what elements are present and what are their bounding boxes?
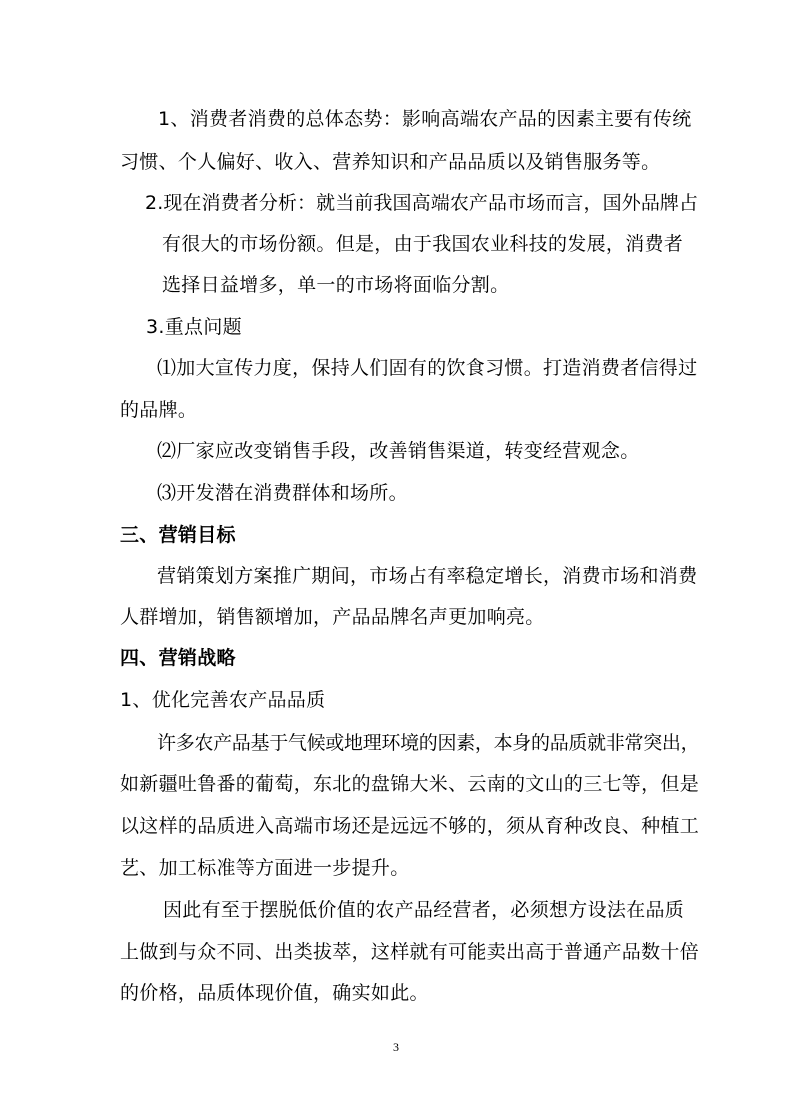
text-line: 上做到与众不同、出类拔萃，这样就有可能卖出高于普通产品数十倍: [120, 941, 700, 963]
text-line: 1、消费者消费的总体态势：影响高端农产品的因素主要有传统: [158, 108, 692, 130]
text-line: 因此有至于摆脱低价值的农产品经营者，必须想方设法在品质: [163, 899, 685, 921]
text-line: 有很大的市场份额。但是，由于我国农业科技的发展，消费者: [162, 233, 684, 255]
text-line: 的品牌。: [120, 399, 198, 421]
text-line: ⑵厂家应改变销售手段，改善销售渠道，转变经营观念。: [157, 440, 640, 462]
text-line: 1、优化完善农产品品质: [120, 689, 326, 711]
text-line: 2.现在消费者分析：就当前我国高端农产品市场而言，国外品牌占: [145, 192, 699, 214]
text-line: 人群增加，销售额增加，产品品牌名声更加响亮。: [120, 606, 545, 628]
text-line: 的价格，品质体现价值，确实如此。: [120, 982, 429, 1004]
text-line: ⑶开发潜在消费群体和场所。: [157, 482, 408, 504]
text-line: 习惯、个人偏好、收入、营养知识和产品品质以及销售服务等。: [120, 151, 661, 173]
page-number: 3: [393, 1040, 399, 1054]
text-line: 艺、加工标准等方面进一步提升。: [120, 857, 410, 879]
text-line: 如新疆吐鲁番的葡萄，东北的盘锦大米、云南的文山的三七等，但是: [120, 773, 700, 795]
text-line: 许多农产品基于气候或地理环境的因素，本身的品质就非常突出，: [157, 732, 700, 754]
section-heading: 三、营销目标: [120, 524, 236, 546]
text-line: ⑴加大宣传力度，保持人们固有的饮食习惯。打造消费者信得过: [157, 357, 698, 379]
text-line: 选择日益增多，单一的市场将面临分割。: [162, 274, 510, 296]
text-line: 以这样的品质进入高端市场还是远远不够的，须从育种改良、种植工: [120, 815, 700, 837]
text-line: 3.重点问题: [146, 316, 242, 338]
text-line: 营销策划方案推广期间，市场占有率稳定增长，消费市场和消费: [157, 565, 698, 587]
section-heading: 四、营销战略: [120, 647, 236, 669]
